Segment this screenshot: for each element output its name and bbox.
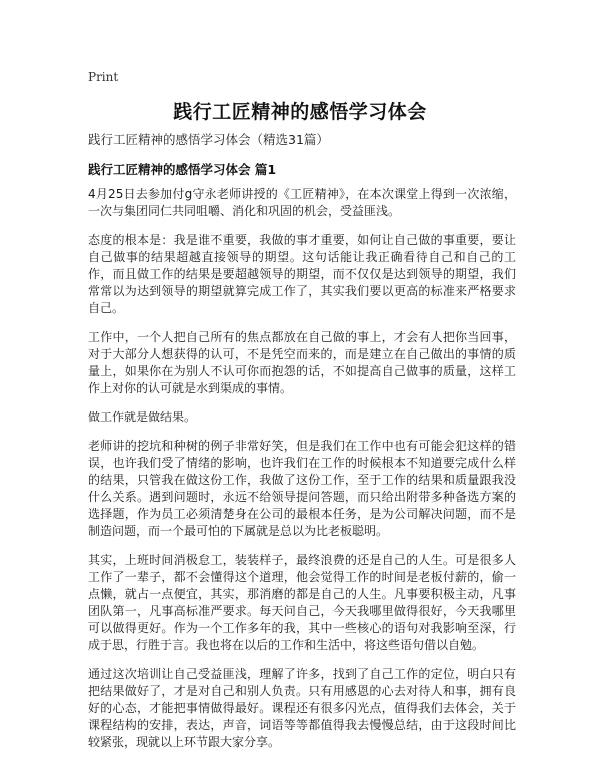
paragraph: 4月25日去参加付g守永老师讲授的《工匠精神》，在本次课堂上得到一次浓缩，一次与集团同仁共同咀嚼、消化和巩固的机会，受益匪浅。 xyxy=(88,187,516,218)
paragraph: 通过这次培训让自己受益匪浅，理解了许多，找到了自己工作的定位，明白只有把结果做好了，才是对自己和别人负责。只有用感恩的心去对待人和事，拥有良好的心态，才能把事情做得最好。课程还有很多闪光点，值得我们去体会，关于课程结构的安排，表达，声音，词语等等都值得我去慢慢总结，由于这段时间比较紧张，现就以上环节跟大家分享。 xyxy=(88,667,516,749)
paragraph: 工作中，一个人把自己所有的焦点都放在自己做的事上，才会有人把你当回事，对于大部分人想获得的认可，不是凭空而来的，而是建立在自己做出的事情的质量上，如果你在为别人不认可你而抱怨的话，不如提高自己做事的质量，这样工作上对你的认可就是水到渠成的事情。 xyxy=(88,330,516,395)
section-heading: 践行工匠精神的感悟学习体会 篇1 xyxy=(88,162,277,177)
print-link[interactable]: Print xyxy=(88,70,119,84)
paragraph: 做工作就是做结果。 xyxy=(88,410,197,424)
paragraph: 其实，上班时间消极怠工，装装样子，最终浪费的还是自己的人生。可是很多人工作了一辈子，都不会懂得这个道理，他会觉得工作的时间是老板付薪的，偷一点懒，就占一点便宜，其实，那消磨的都是自己的人生。凡事要积极主动，凡事团队第一，凡事高标准严要求。每天问自己，今天我哪里做得很好，今天我哪里可以做得更好。作为一个工作多年的我，其中一些核心的语句对我影响至深，行成于思，行胜于言。我也将在以后的工作和生活中，将这些语句借以自勉。 xyxy=(88,553,516,652)
paragraph: 态度的根本是：我是谁不重要，我做的事才重要，如何让自己做的事重要，要让自己做事的结果超越直接领导的期望。这句话能让我正确看待自己和自己的工作，而且做工作的结果是要超越领导的期望，而不仅仅是达到领导的期望，我们常常以为达到领导的期望就算完成工作了，其实我们要以更高的标准来严格要求自己。 xyxy=(88,233,516,315)
document-subtitle: 践行工匠精神的感悟学习体会（精选31篇） xyxy=(88,132,329,147)
page-title: 践行工匠精神的感悟学习体会 xyxy=(173,101,427,123)
article-body xyxy=(88,186,516,763)
paragraph: 老师讲的挖坑和种树的例子非常好笑，但是我们在工作中也有可能会犯这样的错误，也许我们受了情绪的影响，也许我们在工作的时候根本不知道要完成什么样的结果，只管我在做这份工作，我做了这份工作，至于工作的结果和质量跟我没什么关系。遇到问题时，永远不给领导提问答题，而只给出附带多种备选方案的选择题，作为员工必须清楚身在公司的最根本任务，是为公司解决问题，而不是制造问题，而一个最可怕的下属就是总以为比老板聪明。 xyxy=(88,439,516,538)
